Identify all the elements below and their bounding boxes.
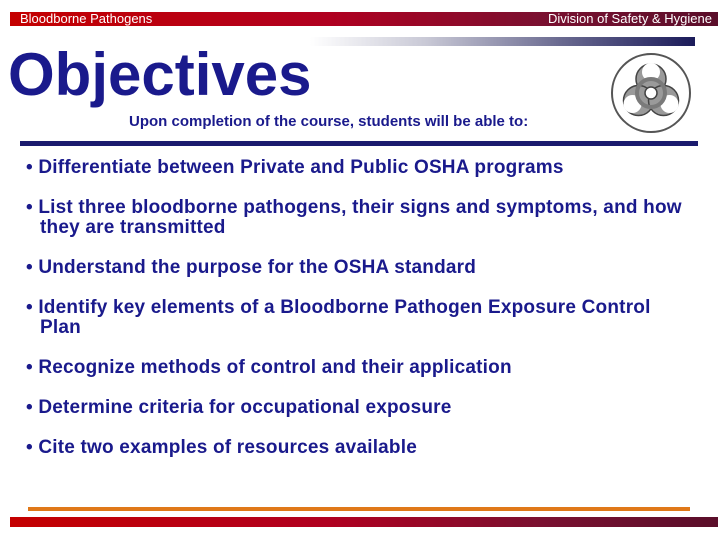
objective-item: • Differentiate between Private and Public OSHA programs (26, 157, 564, 178)
title-gradient-bar (310, 37, 695, 46)
objective-item: • Determine criteria for occupational exposure (26, 397, 452, 418)
objective-item: • Cite two examples of resources available (26, 437, 417, 458)
header-left-text: Bloodborne Pathogens (20, 11, 153, 26)
header-right-text: Division of Safety & Hygiene (547, 11, 712, 26)
footer-orange-line (28, 507, 690, 511)
slide-title: Objectives (8, 41, 312, 108)
objective-item: • List three bloodborne pathogens, their signs and symptoms, and how they are transmitted (26, 197, 682, 238)
title-divider (20, 141, 698, 146)
footer-bar (10, 517, 718, 527)
objective-item: • Understand the purpose for the OSHA standard (26, 257, 477, 278)
objectives-list (26, 158, 696, 478)
objective-item: • Identify key elements of a Bloodborne Pathogen Exposure Control Plan (26, 297, 651, 338)
header-bar (10, 12, 718, 26)
objective-item: • Recognize methods of control and their application (26, 357, 512, 378)
biohazard-icon (610, 52, 692, 134)
slide-subtitle: Upon completion of the course, students will be able to: (129, 113, 529, 130)
